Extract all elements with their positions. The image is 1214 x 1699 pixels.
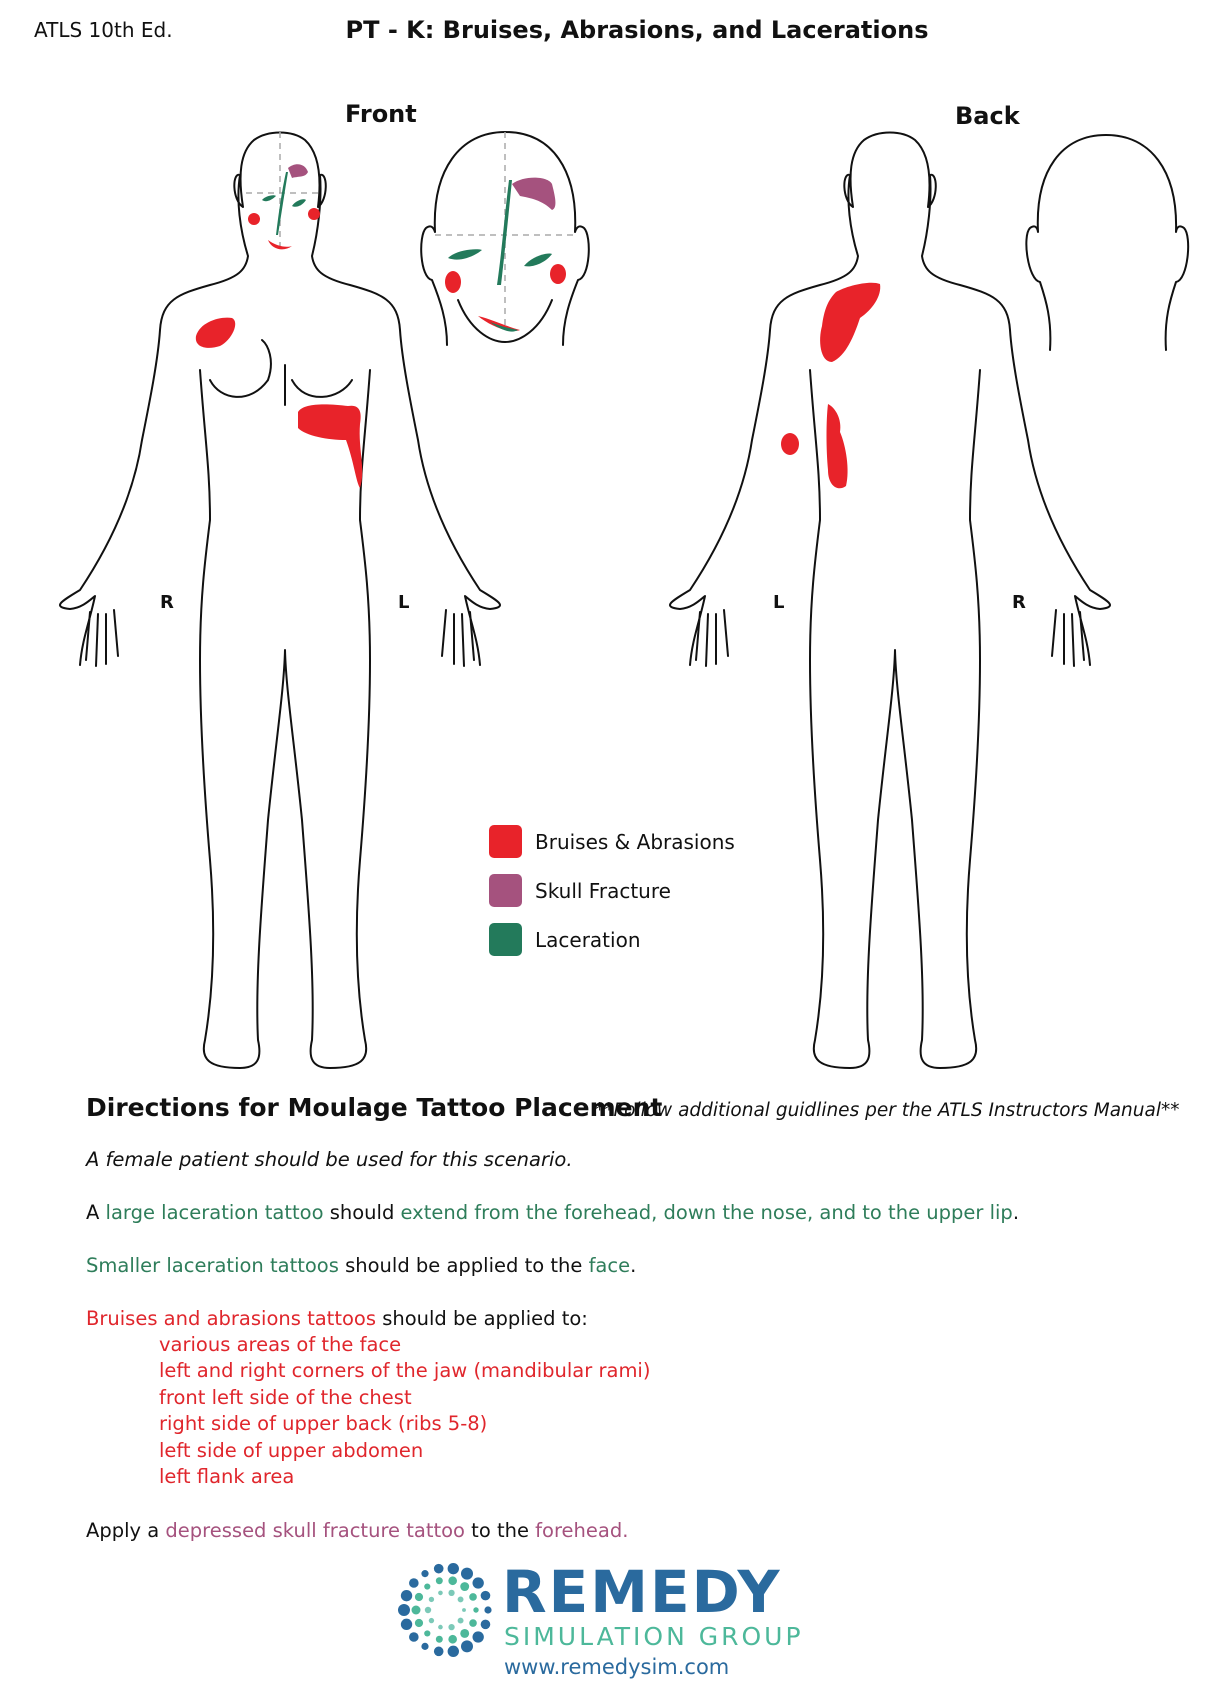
logo-dot <box>436 1636 443 1643</box>
front-right-marker: R <box>160 592 174 613</box>
small-laceration-line <box>86 1253 636 1279</box>
front-small-head-injuries <box>248 164 320 249</box>
text-run: extend from the forehead, down the nose, and to the upper lip <box>400 1201 1013 1224</box>
logo-wordmark: REMEDY <box>502 1558 782 1626</box>
logo-dot <box>472 1577 483 1588</box>
front-abdomen-bruise <box>298 404 362 488</box>
logo-dot <box>458 1618 464 1624</box>
legend-item <box>489 923 641 956</box>
bruise-location: right side of upper back (ribs 5-8) <box>159 1412 488 1435</box>
legend-label: Laceration <box>535 927 641 952</box>
logo-dot <box>434 1564 444 1574</box>
back-body-outline <box>670 133 1110 666</box>
logo-dot <box>481 1620 491 1630</box>
text-run: A <box>86 1201 106 1224</box>
logo-dot <box>458 1596 464 1602</box>
front-chest-bruise <box>196 318 235 348</box>
logo-dot <box>481 1591 491 1601</box>
back-right-marker: R <box>1012 592 1026 613</box>
front-torso-lines <box>200 370 370 1068</box>
text-run: . <box>1012 1201 1020 1224</box>
logo-dot <box>469 1619 477 1627</box>
text-run: Bruises and abrasions tattoos <box>86 1307 376 1330</box>
bruise-location: front left side of the chest <box>159 1386 412 1409</box>
back-head-outline <box>1026 135 1188 350</box>
logo-dot <box>429 1597 434 1602</box>
skull-fracture-line <box>86 1518 628 1544</box>
logo-dot <box>438 1625 443 1630</box>
logo-dot <box>461 1640 473 1652</box>
logo-dot <box>484 1606 491 1613</box>
directions-heading: Directions for Moulage Tattoo Placement <box>86 1093 663 1122</box>
back-left-marker: L <box>773 592 785 613</box>
bruise-location: various areas of the face <box>159 1333 402 1356</box>
logo-dot <box>412 1606 421 1615</box>
legend-label: Skull Fracture <box>535 878 671 903</box>
page-title: PT - K: Bruises, Abrasions, and Lacerations <box>345 16 929 44</box>
logo-dot <box>448 1646 459 1657</box>
text-run: face <box>588 1254 631 1277</box>
patient-line: A female patient should be used for this scenario. <box>86 1148 573 1171</box>
logo-dot <box>438 1591 443 1596</box>
logo-subtitle: SIMULATION GROUP <box>504 1622 804 1651</box>
logo-dot <box>434 1647 444 1657</box>
large-laceration-line <box>86 1200 1019 1226</box>
logo-dot <box>425 1607 431 1613</box>
logo-dot <box>415 1593 423 1601</box>
text-run: Apply a <box>86 1519 166 1542</box>
text-run: should be applied to: <box>376 1307 588 1330</box>
logo-dot <box>448 1576 457 1585</box>
logo-url: www.remedysim.com <box>504 1655 730 1679</box>
text-run: should <box>323 1201 401 1224</box>
logo-dot <box>469 1593 477 1601</box>
front-left-marker: L <box>398 592 410 613</box>
logo-dot <box>473 1607 478 1612</box>
text-run: Smaller laceration tattoos <box>86 1254 339 1277</box>
logo-dot <box>401 1619 412 1630</box>
logo-dot <box>448 1563 459 1574</box>
legend-item <box>489 874 671 907</box>
logo-dot <box>448 1635 457 1644</box>
logo-dot <box>460 1629 469 1638</box>
directions-note: **Follow additional guidlines per the ATLS Instructors Manual** <box>595 1100 1180 1121</box>
bruises-line <box>86 1306 588 1332</box>
logo-dot <box>448 1624 454 1630</box>
text-run: . <box>630 1254 637 1277</box>
text-run: forehead. <box>535 1519 629 1542</box>
logo-dot <box>401 1590 412 1601</box>
text-run: should be applied to the <box>338 1254 589 1277</box>
back-upper-bruise <box>820 283 880 362</box>
text-run: to the <box>464 1519 536 1542</box>
logo-dot <box>462 1608 466 1612</box>
legend-item <box>489 825 735 858</box>
logo-dot <box>429 1618 434 1623</box>
logo-dot <box>460 1582 469 1591</box>
bruise-location: left flank area <box>159 1465 295 1488</box>
front-bust <box>210 340 352 405</box>
front-view-label: Front <box>345 100 417 128</box>
logo-dot <box>409 1632 419 1642</box>
legend-label: Bruises & Abrasions <box>535 829 735 854</box>
bruise-location: left side of upper abdomen <box>159 1439 424 1462</box>
back-arm-bruise <box>781 433 799 455</box>
logo-dot <box>436 1577 443 1584</box>
logo-dot <box>424 1583 430 1589</box>
logo-dot <box>461 1568 473 1580</box>
edition-label: ATLS 10th Ed. <box>34 18 173 42</box>
laceration-swatch <box>489 923 522 956</box>
bruise-swatch <box>489 825 522 858</box>
logo-dot <box>448 1590 454 1596</box>
bruise-location: left and right corners of the jaw (mandibular rami) <box>159 1359 651 1382</box>
logo-dot <box>424 1630 430 1636</box>
logo-dot <box>472 1631 483 1642</box>
skull-fracture-swatch <box>489 874 522 907</box>
logo-dot <box>421 1570 428 1577</box>
logo-dot <box>421 1643 428 1650</box>
logo-dot <box>398 1604 410 1616</box>
back-view-label: Back <box>955 102 1020 130</box>
text-run: depressed skull fracture tattoo <box>165 1519 465 1542</box>
text-run: large laceration tattoo <box>105 1201 324 1224</box>
logo-dot <box>415 1619 423 1627</box>
back-flank-bruise <box>827 404 848 488</box>
logo-dot <box>409 1578 419 1588</box>
